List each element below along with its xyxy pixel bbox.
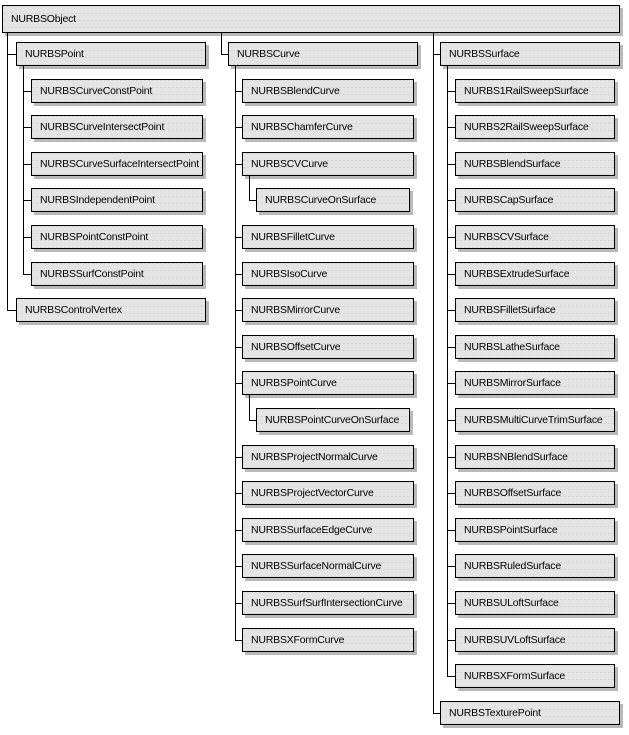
node-nurbssurfacenormalcurve[interactable] [242, 554, 414, 578]
node-nurbslathesurface[interactable] [455, 335, 615, 359]
node-nurbstexturepoint[interactable] [440, 701, 620, 725]
connector-line [447, 200, 455, 201]
node-label: NURBSXFormCurve [251, 634, 345, 646]
connector-line [235, 457, 242, 458]
connector-line [249, 395, 250, 420]
connector-line [433, 33, 434, 713]
connector-line [447, 274, 455, 275]
node-nurbscurveconstpoint[interactable] [31, 79, 203, 103]
node-label: NURBSCVCurve [251, 158, 328, 170]
connector-line [447, 310, 455, 311]
node-nurbsprojectvectorcurve[interactable] [242, 481, 414, 505]
connector-line [7, 310, 16, 311]
node-nurbscapsurface[interactable] [455, 188, 615, 212]
node-nurbs1railsweepsurface[interactable] [455, 79, 615, 103]
node-label: NURBSXFormSurface [464, 670, 566, 682]
node-nurbsisocurve[interactable] [242, 262, 414, 286]
node-label: NURBSCurveOnSurface [265, 194, 377, 206]
connector-line [249, 200, 256, 201]
connector-line [23, 66, 24, 274]
connector-line [235, 164, 242, 165]
node-label: NURBS2RailSweepSurface [464, 121, 589, 133]
connector-line [221, 33, 222, 54]
node-label: NURBSCVSurface [464, 231, 549, 243]
node-label: NURBS1RailSweepSurface [464, 85, 589, 97]
node-label: NURBSNBlendSurface [464, 451, 568, 463]
node-nurbsxformsurface[interactable] [455, 664, 615, 688]
node-nurbspointconstpoint[interactable] [31, 225, 203, 249]
node-label: NURBSSurfSurfIntersectionCurve [251, 597, 403, 609]
node-label: NURBSFilletSurface [464, 304, 556, 316]
connector-line [235, 66, 236, 640]
connector-line [235, 566, 242, 567]
node-nurbsmirrorcurve[interactable] [242, 298, 414, 322]
node-label: NURBSUVLoftSurface [464, 634, 566, 646]
node-nurbsuloftsurface[interactable] [455, 591, 615, 615]
connector-line [235, 127, 242, 128]
node-nurbsoffsetcurve[interactable] [242, 335, 414, 359]
node-label: NURBSBlendCurve [251, 85, 340, 97]
node-label: NURBSOffsetSurface [464, 487, 562, 499]
node-label: NURBSFilletCurve [251, 231, 335, 243]
node-nurbssurfconstpoint[interactable] [31, 262, 203, 286]
connector-line [23, 127, 31, 128]
node-nurbspointsurface[interactable] [455, 518, 615, 542]
node-label: NURBSCurveSurfaceIntersectPoint [40, 158, 199, 170]
connector-line [447, 127, 455, 128]
connector-line [249, 420, 256, 421]
node-label: NURBSOffsetCurve [251, 341, 341, 353]
node-nurbscvcurve[interactable] [242, 152, 414, 176]
node-nurbs2railsweepsurface[interactable] [455, 115, 615, 139]
connector-line [235, 383, 242, 384]
node-nurbscvsurface[interactable] [455, 225, 615, 249]
node-nurbsindependentpoint[interactable] [31, 188, 203, 212]
connector-line [447, 493, 455, 494]
node-label: NURBSSurfaceNormalCurve [251, 560, 382, 572]
connector-line [23, 274, 31, 275]
connector-line [433, 713, 440, 714]
node-label: NURBSPointCurveOnSurface [265, 414, 400, 426]
node-nurbsxformcurve[interactable] [242, 628, 414, 652]
node-label: NURBSPointSurface [464, 524, 558, 536]
node-label: NURBSSurfConstPoint [40, 268, 144, 280]
connector-line [447, 566, 455, 567]
node-nurbssurfsurfintersectioncurve[interactable] [242, 591, 414, 615]
node-label: NURBSIsoCurve [251, 268, 328, 280]
connector-line [235, 310, 242, 311]
node-nurbscurveonsurface[interactable] [256, 188, 410, 212]
connector-line [447, 347, 455, 348]
node-label: NURBSPointCurve [251, 377, 337, 389]
node-label: NURBSMultiCurveTrimSurface [464, 414, 603, 426]
node-label: NURBSULoftSurface [464, 597, 559, 609]
node-nurbsmulticurvetrimsurface[interactable] [455, 408, 615, 432]
connector-line [447, 457, 455, 458]
node-nurbsmirrorsurface[interactable] [455, 371, 615, 395]
node-nurbschamfercurve[interactable] [242, 115, 414, 139]
node-label: NURBSMirrorSurface [464, 377, 561, 389]
connector-line [235, 493, 242, 494]
node-nurbssurface[interactable] [440, 42, 620, 66]
connector-line [7, 54, 16, 55]
node-nurbscurve[interactable] [228, 42, 418, 66]
connector-line [447, 530, 455, 531]
connector-line [221, 54, 228, 55]
connector-line [447, 66, 448, 676]
node-label: NURBSPoint [25, 48, 84, 60]
node-nurbsblendsurface[interactable] [455, 152, 615, 176]
node-label: NURBSCurveIntersectPoint [40, 121, 165, 133]
node-nurbspointcurve[interactable] [242, 371, 414, 395]
node-nurbspointcurveonsurface[interactable] [256, 408, 410, 432]
connector-line [447, 91, 455, 92]
node-nurbsobject[interactable] [2, 5, 620, 33]
node-label: NURBSCurveConstPoint [40, 85, 153, 97]
node-nurbsuvloftsurface[interactable] [455, 628, 615, 652]
connector-line [7, 33, 8, 310]
node-label: NURBSObject [11, 13, 76, 25]
connector-line [235, 530, 242, 531]
node-nurbsoffsetsurface[interactable] [455, 481, 615, 505]
connector-line [447, 383, 455, 384]
node-nurbsfilletsurface[interactable] [455, 298, 615, 322]
connector-line [23, 164, 31, 165]
connector-line [235, 603, 242, 604]
node-nurbsprojectnormalcurve[interactable] [242, 445, 414, 469]
node-label: NURBSIndependentPoint [40, 194, 155, 206]
node-nurbscontrolvertex[interactable] [16, 298, 206, 322]
node-label: NURBSRuledSurface [464, 560, 561, 572]
node-nurbscurveintersectpoint[interactable] [31, 115, 203, 139]
connector-line [447, 420, 455, 421]
connector-line [23, 237, 31, 238]
connector-line [433, 54, 440, 55]
connector-line [249, 176, 250, 200]
connector-line [235, 237, 242, 238]
node-label: NURBSProjectVectorCurve [251, 487, 374, 499]
connector-line [235, 91, 242, 92]
connector-line [447, 237, 455, 238]
node-nurbscurvesurfaceintersectpoint[interactable] [31, 152, 203, 176]
node-nurbsblendcurve[interactable] [242, 79, 414, 103]
node-nurbsextrudesurface[interactable] [455, 262, 615, 286]
node-nurbspoint[interactable] [16, 42, 206, 66]
node-nurbsfilletcurve[interactable] [242, 225, 414, 249]
node-label: NURBSCapSurface [464, 194, 554, 206]
connector-line [235, 347, 242, 348]
node-label: NURBSLatheSurface [464, 341, 560, 353]
connector-line [23, 200, 31, 201]
node-label: NURBSTexturePoint [449, 707, 541, 719]
node-label: NURBSPointConstPoint [40, 231, 149, 243]
node-label: NURBSProjectNormalCurve [251, 451, 378, 463]
node-label: NURBSSurfaceEdgeCurve [251, 524, 373, 536]
node-nurbsruledsurface[interactable] [455, 554, 615, 578]
connector-line [447, 676, 455, 677]
node-label: NURBSMirrorCurve [251, 304, 340, 316]
node-nurbssurfaceedgecurve[interactable] [242, 518, 414, 542]
connector-line [447, 603, 455, 604]
node-label: NURBSExtrudeSurface [464, 268, 570, 280]
node-label: NURBSSurface [449, 48, 520, 60]
connector-line [447, 640, 455, 641]
node-nurbsnblendsurface[interactable] [455, 445, 615, 469]
connector-line [23, 91, 31, 92]
node-label: NURBSCurve [237, 48, 300, 60]
node-label: NURBSControlVertex [25, 304, 122, 316]
node-label: NURBSBlendSurface [464, 158, 561, 170]
connector-line [447, 164, 455, 165]
node-label: NURBSChamferCurve [251, 121, 353, 133]
connector-line [235, 274, 242, 275]
connector-line [235, 640, 242, 641]
